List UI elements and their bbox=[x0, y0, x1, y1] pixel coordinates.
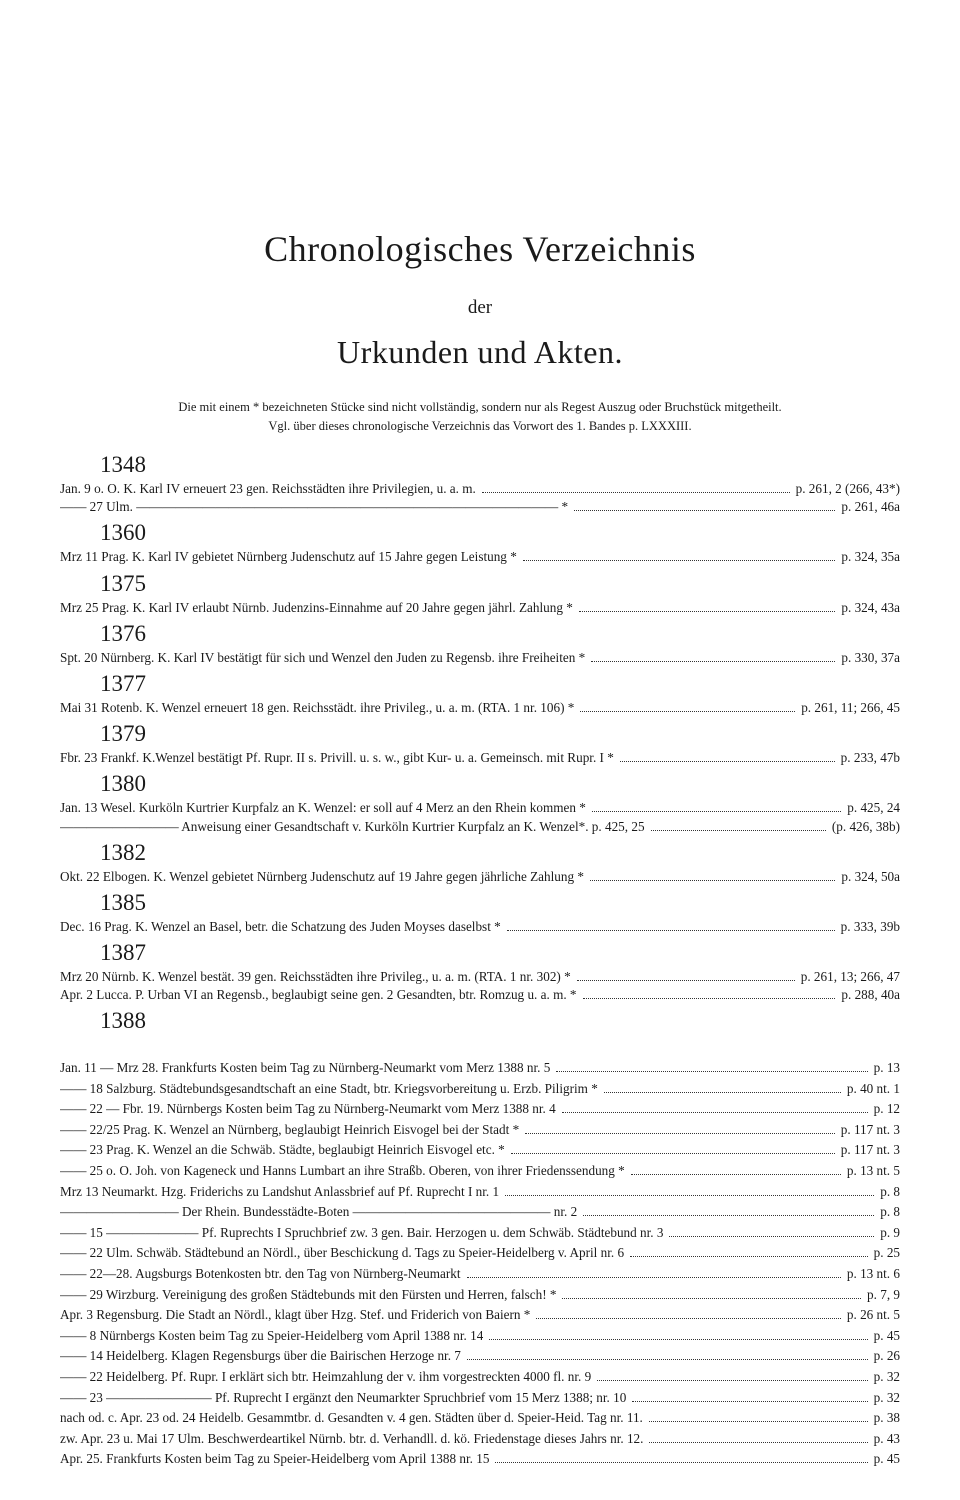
chronology-entry bbox=[60, 1079, 900, 1100]
entry-text: —— 14 Heidelberg. Klagen Regensburgs über die Bairischen Herzoge nr. 7 bbox=[60, 1348, 461, 1364]
page-reference: p. 7, 9 bbox=[867, 1286, 900, 1302]
page-reference: p. 13 nt. 5 bbox=[846, 1162, 900, 1178]
page-reference: p. 324, 50a bbox=[841, 868, 900, 884]
page-reference: p. 117 nt. 3 bbox=[840, 1142, 900, 1158]
year-heading: 1387 bbox=[100, 940, 146, 966]
entry-text: —— 27 Ulm. ———————————————————————————————— * bbox=[60, 499, 569, 515]
page-reference: p. 261, 11; 266, 45 bbox=[801, 699, 900, 715]
chronology-entry bbox=[60, 968, 900, 986]
page-reference: p. 425, 24 bbox=[847, 800, 900, 816]
page-reference: p. 45 bbox=[873, 1327, 900, 1343]
leader-dots bbox=[583, 1215, 874, 1216]
year-heading: 1382 bbox=[100, 839, 146, 865]
leader-dots bbox=[495, 1462, 867, 1463]
chronology-entry bbox=[60, 498, 900, 516]
entry-text: —— 22 Heidelberg. Pf. Rupr. I erklärt sich btr. Heimzahlung der v. ihm vorgestreckten 4000 fl. nr. 9 bbox=[60, 1368, 592, 1384]
year-heading: 1388 bbox=[100, 1008, 146, 1034]
page-reference: p. 288, 40a bbox=[841, 987, 900, 1003]
page-reference: p. 261, 13; 266, 47 bbox=[800, 969, 900, 985]
note-line: Vgl. über dieses chronologische Verzeichnis das Vorwort des 1. Bandes p. LXXXIII. bbox=[268, 419, 692, 433]
entry-text: —— 22 Ulm. Schwäb. Städtebund an Nördl., über Beschickung d. Tags zu Speier-Heidelberg v. April nr. 6 bbox=[60, 1245, 625, 1261]
chronology-entry bbox=[60, 1305, 900, 1326]
year-heading: 1377 bbox=[100, 670, 146, 696]
leader-dots bbox=[649, 1442, 867, 1443]
leader-dots bbox=[597, 1380, 867, 1381]
leader-dots bbox=[579, 611, 836, 612]
page-reference: p. 38 bbox=[873, 1410, 900, 1426]
chronology-entry bbox=[60, 1058, 900, 1079]
leader-dots bbox=[467, 1277, 841, 1278]
leader-dots bbox=[482, 492, 790, 493]
page-reference: p. 12 bbox=[873, 1101, 900, 1117]
leader-dots bbox=[489, 1339, 867, 1340]
chronology-entry bbox=[60, 1449, 900, 1470]
chronology-list bbox=[60, 448, 900, 1036]
leader-dots bbox=[592, 811, 841, 812]
chronology-entry bbox=[60, 1285, 900, 1306]
page-reference: p. 25 bbox=[873, 1245, 900, 1261]
page-reference: p. 324, 43a bbox=[841, 599, 900, 615]
entry-text: Dec. 16 Prag. K. Wenzel an Basel, betr. die Schatzung des Juden Moyses daselbst * bbox=[60, 918, 501, 934]
chronology-entry bbox=[60, 1099, 900, 1120]
chronology-entry bbox=[60, 548, 900, 566]
chronology-entry bbox=[60, 1264, 900, 1285]
entry-text: Mai 31 Rotenb. K. Wenzel erneuert 18 gen. Reichsstädt. ihre Privileg., u. a. m. (RTA. 1 nr. 106) * bbox=[60, 699, 575, 715]
page-reference: p. 8 bbox=[880, 1183, 900, 1199]
entry-text: —— 22 — Fbr. 19. Nürnbergs Kosten beim Tag zu Nürnberg-Neumarkt vom Merz 1388 nr. 4 bbox=[60, 1101, 556, 1117]
chronology-entry bbox=[60, 986, 900, 1004]
chronology-entry bbox=[60, 1408, 900, 1429]
year-heading: 1348 bbox=[100, 452, 146, 477]
chronology-entry bbox=[60, 1346, 900, 1367]
leader-dots bbox=[669, 1236, 874, 1237]
leader-dots bbox=[580, 711, 795, 712]
leader-dots bbox=[630, 1256, 868, 1257]
leader-dots bbox=[505, 1195, 874, 1196]
chronology-entry bbox=[60, 749, 900, 767]
page-reference: p. 8 bbox=[880, 1204, 900, 1220]
year-heading: 1380 bbox=[100, 771, 146, 797]
page-reference: p. 117 nt. 3 bbox=[840, 1121, 900, 1137]
chronology-entry bbox=[60, 918, 900, 936]
leader-dots bbox=[562, 1112, 868, 1113]
year-heading: 1379 bbox=[100, 721, 146, 747]
page-reference: p. 233, 47b bbox=[840, 750, 900, 766]
chronology-entry bbox=[60, 818, 900, 836]
entry-text: Jan. 13 Wesel. Kurköln Kurtrier Kurpfalz an K. Wenzel: er soll auf 4 Merz an den Rhein kommen * bbox=[60, 800, 586, 816]
entry-text: —— 22/25 Prag. K. Wenzel an Nürnberg, beglaubigt Heinrich Eisvogel bei der Stadt * bbox=[60, 1121, 520, 1137]
leader-dots bbox=[525, 1133, 835, 1134]
entry-text: Apr. 25. Frankfurts Kosten beim Tag zu Speier-Heidelberg vom April 1388 nr. 15 bbox=[60, 1451, 490, 1467]
leader-dots bbox=[631, 1174, 841, 1175]
entry-text: ————————— Anweisung einer Gesandtschaft v. Kurköln Kurtrier Kurpfalz an K. Wenzel*. p. 425, 25 bbox=[60, 818, 645, 834]
chronology-entry bbox=[60, 868, 900, 886]
page-reference: p. 32 bbox=[873, 1368, 900, 1384]
year-heading: 1385 bbox=[100, 889, 146, 915]
entry-text: Okt. 22 Elbogen. K. Wenzel gebietet Nürnberg Judenschutz auf 19 Jahre gegen jährliche Zahlung * bbox=[60, 868, 584, 884]
leader-dots bbox=[604, 1092, 841, 1093]
chronology-entry bbox=[60, 599, 900, 617]
entry-text: —— 15 ——————— Pf. Ruprechts I Spruchbrief zw. 3 gen. Bair. Herzogen u. dem Schwäb. Städtebund nr. 3 bbox=[60, 1224, 664, 1240]
chronology-entry bbox=[60, 1120, 900, 1141]
entry-text: Mrz 25 Prag. K. Karl IV erlaubt Nürnb. Judenzins-Einnahme auf 20 Jahre gegen jährl. Zahlung * bbox=[60, 599, 573, 615]
leader-dots bbox=[536, 1318, 840, 1319]
page-reference: p. 13 bbox=[873, 1060, 900, 1075]
entry-text: Apr. 3 Regensburg. Die Stadt an Nördl., klagt über Hzg. Stef. und Friderich von Baiern * bbox=[60, 1307, 531, 1323]
chronology-entry bbox=[60, 1223, 900, 1244]
entry-text: —— 25 o. O. Joh. von Kageneck und Hanns Lumbart an ihre Straßb. Oberen, von ihrer Friedenssendung * bbox=[60, 1162, 625, 1178]
entry-text: Spt. 20 Nürnberg. K. Karl IV bestätigt für sich und Wenzel den Juden zu Regensb. ihre Freiheiten * bbox=[60, 649, 586, 665]
entry-text: Mrz 13 Neumarkt. Hzg. Friderichs zu Landshut Anlassbrief auf Pf. Ruprecht I nr. 1 bbox=[60, 1183, 500, 1199]
entry-text: Fbr. 23 Frankf. K.Wenzel bestätigt Pf. Rupr. II s. Privill. u. s. w., gibt Kur- u. a. Gemeinsch. mit Rupr. I * bbox=[60, 750, 614, 766]
page-reference: p. 32 bbox=[873, 1389, 900, 1405]
leader-dots bbox=[577, 980, 795, 981]
leader-dots bbox=[590, 880, 835, 881]
entry-text: Apr. 2 Lucca. P. Urban VI an Regensb., beglaubigt seine gen. 2 Gesandten, btr. Romzug u. a. m. * bbox=[60, 987, 577, 1003]
page-title: Chronologisches Verzeichnis bbox=[264, 229, 696, 269]
entry-text: Jan. 11 — Mrz 28. Frankfurts Kosten beim Tag zu Nürnberg-Neumarkt vom Merz 1388 nr. 5 bbox=[60, 1060, 551, 1075]
chronology-entry bbox=[60, 649, 900, 667]
leader-dots bbox=[523, 560, 836, 561]
chronology-list-1388 bbox=[60, 1058, 900, 1470]
page-subtitle: Urkunden und Akten. bbox=[337, 334, 623, 370]
entry-text: —— 22—28. Augsburgs Botenkosten btr. den Tag von Nürnberg-Neumarkt bbox=[60, 1265, 461, 1281]
entry-text: —— 8 Nürnbergs Kosten beim Tag zu Speier-Heidelberg vom April 1388 nr. 14 bbox=[60, 1327, 484, 1343]
chronology-entry bbox=[60, 480, 900, 498]
note-line: Die mit einem * bezeichneten Stücke sind nicht vollständig, sondern nur als Regest Auszug oder Bruchstück mitgetheilt. bbox=[178, 400, 782, 414]
leader-dots bbox=[556, 1071, 867, 1072]
leader-dots bbox=[649, 1421, 868, 1422]
page-reference: p. 26 nt. 5 bbox=[846, 1307, 900, 1323]
page-reference: (p. 426, 38b) bbox=[831, 818, 900, 834]
entry-text: —— 23 ———————— Pf. Ruprecht I ergänzt den Neumarkter Spruchbrief vom 15 Merz 1388; nr. 10 bbox=[60, 1389, 627, 1405]
page-reference: p. 26 bbox=[873, 1348, 900, 1364]
chronology-entry bbox=[60, 1161, 900, 1182]
leader-dots bbox=[591, 661, 835, 662]
year-heading: 1375 bbox=[100, 570, 146, 596]
leader-dots bbox=[507, 930, 835, 931]
page-reference: p. 45 bbox=[873, 1451, 900, 1467]
entry-text: Jan. 9 o. O. K. Karl IV erneuert 23 gen. Reichsstädten ihre Privilegien, u. a. m. bbox=[60, 481, 476, 496]
entry-text: Mrz 20 Nürnb. K. Wenzel bestät. 39 gen. Reichsstädten ihre Privileg., u. a. m. (RTA. 1 nr. 302) * bbox=[60, 969, 571, 985]
page-reference: p. 13 nt. 6 bbox=[846, 1265, 900, 1281]
leader-dots bbox=[511, 1153, 835, 1154]
title-connector: der bbox=[467, 297, 493, 318]
leader-dots bbox=[467, 1359, 868, 1360]
entry-text: —— 23 Prag. K. Wenzel an die Schwäb. Städte, beglaubigt Heinrich Eisvogel etc. * bbox=[60, 1142, 505, 1158]
page-reference: p. 330, 37a bbox=[841, 649, 900, 665]
leader-dots bbox=[632, 1401, 867, 1402]
entry-text: nach od. c. Apr. 23 od. 24 Heidelb. Gesammtbr. d. Gesandten v. 4 gen. Städten über d. Speier-Heid. Tag nr. 11. bbox=[60, 1410, 643, 1426]
chronology-entry bbox=[60, 1243, 900, 1264]
leader-dots bbox=[562, 1298, 861, 1299]
chronology-entry bbox=[60, 699, 900, 717]
year-heading: 1360 bbox=[100, 520, 146, 546]
chronology-entry bbox=[60, 1388, 900, 1409]
chronology-entry bbox=[60, 1202, 900, 1223]
entry-text: zw. Apr. 23 u. Mai 17 Ulm. Beschwerdeartikel Nürnb. btr. d. Verhandll. d. kö. Friedenstage dieses Jahrs nr. 12. bbox=[60, 1430, 644, 1446]
year-heading: 1376 bbox=[100, 620, 146, 646]
page-reference: p. 261, 2 (266, 43*) bbox=[795, 481, 900, 496]
leader-dots bbox=[651, 830, 826, 831]
entry-text: —— 18 Salzburg. Städtebundsgesandtschaft an eine Stadt, btr. Kriegsvorbereitung u. Erzb. Piligrim * bbox=[60, 1080, 598, 1096]
chronology-entry bbox=[60, 1429, 900, 1450]
entry-text: ————————— Der Rhein. Bundesstädte-Boten ——————————————— nr. 2 bbox=[60, 1204, 578, 1220]
chronology-entry bbox=[60, 1182, 900, 1203]
leader-dots bbox=[583, 998, 836, 999]
page-reference: p. 333, 39b bbox=[840, 918, 900, 934]
entry-text: —— 29 Wirzburg. Vereinigung des großen Städtebunds mit den Fürsten und Herren, falsch! * bbox=[60, 1286, 557, 1302]
page-reference: p. 9 bbox=[880, 1224, 900, 1240]
chronology-entry bbox=[60, 1140, 900, 1161]
entry-text: Mrz 11 Prag. K. Karl IV gebietet Nürnberg Judenschutz auf 15 Jahre gegen Leistung * bbox=[60, 549, 517, 565]
page-reference: p. 43 bbox=[873, 1430, 900, 1446]
chronology-entry bbox=[60, 799, 900, 817]
leader-dots bbox=[620, 761, 835, 762]
page-reference: p. 324, 35a bbox=[841, 549, 900, 565]
chronology-entry bbox=[60, 1326, 900, 1347]
editorial-note bbox=[60, 398, 900, 436]
chronology-entry bbox=[60, 1367, 900, 1388]
page-reference: p. 261, 46a bbox=[841, 499, 900, 515]
leader-dots bbox=[574, 510, 835, 511]
page-reference: p. 40 nt. 1 bbox=[846, 1080, 900, 1096]
